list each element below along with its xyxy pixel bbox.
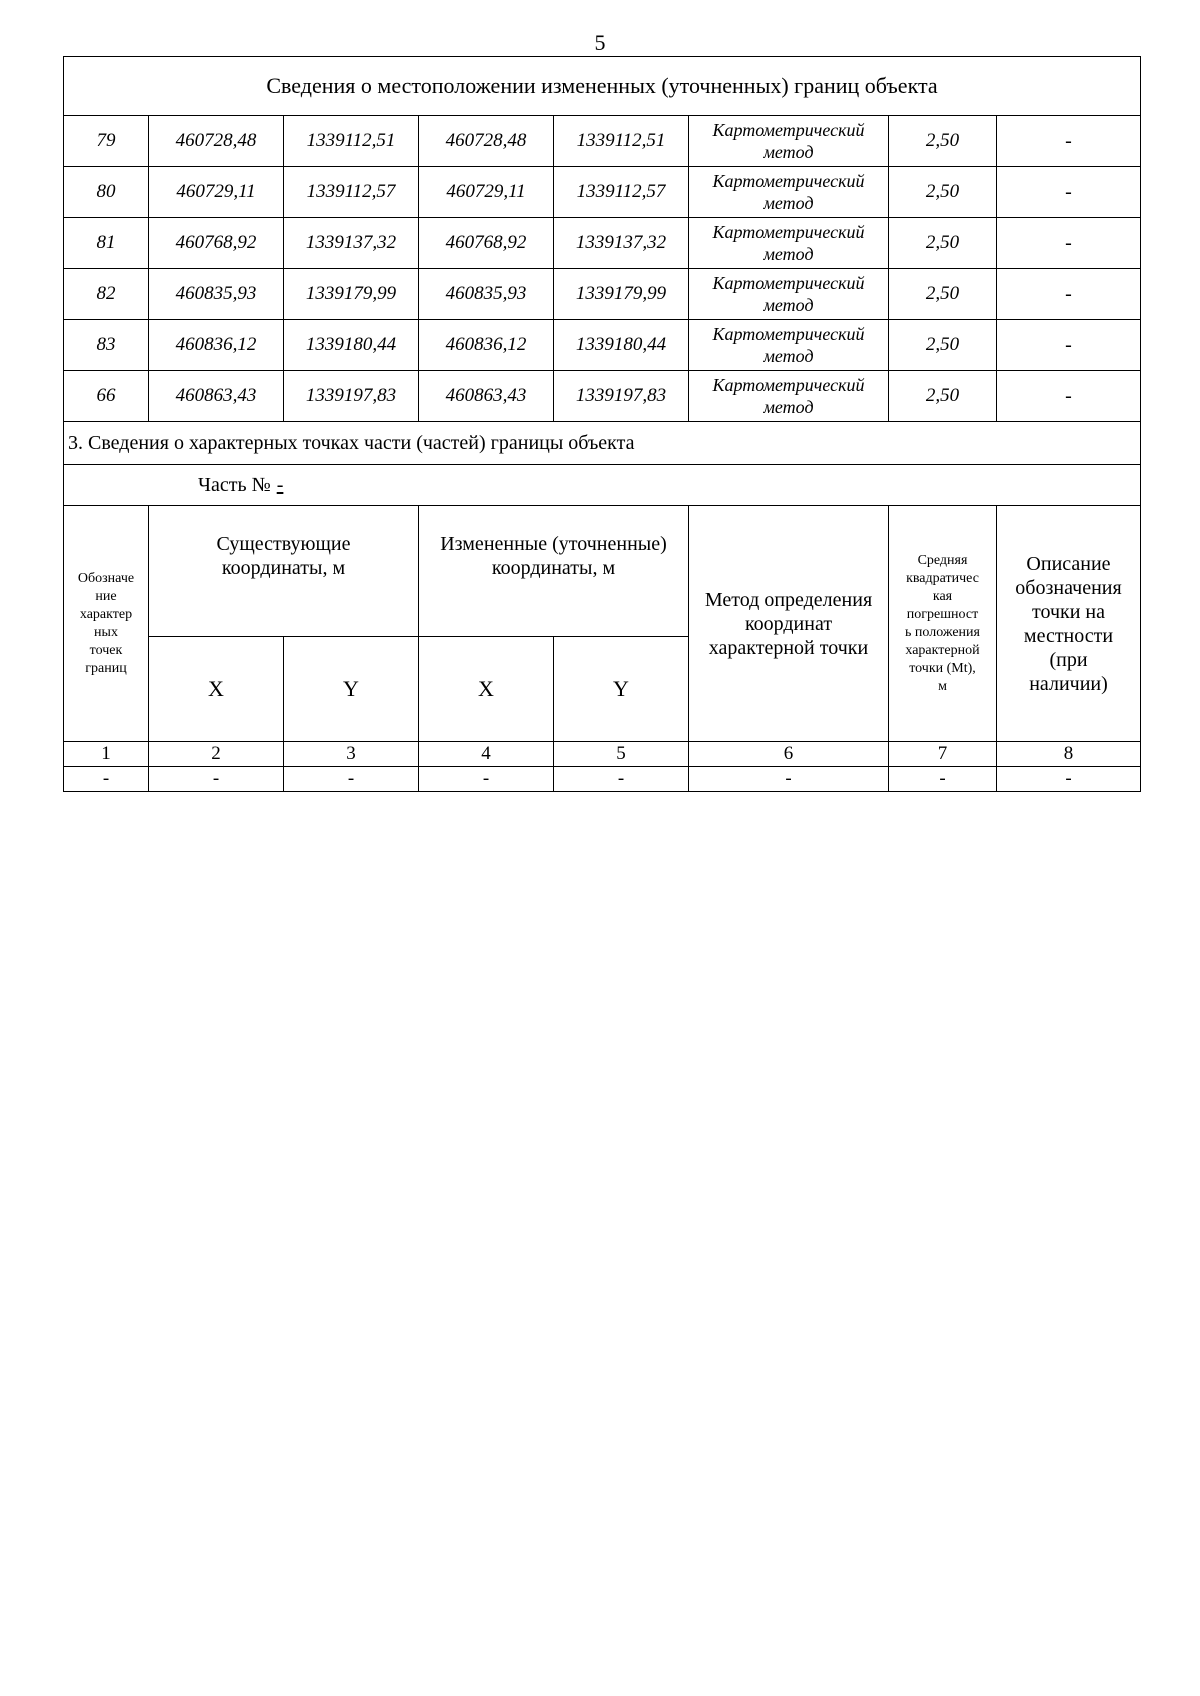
header-line: м: [938, 678, 947, 694]
table-row: [64, 767, 1141, 792]
header-point-designation: [64, 506, 149, 742]
empty-cell: -: [997, 767, 1141, 792]
method-line: Картометрический: [712, 222, 865, 242]
method-line: Картометрический: [712, 120, 865, 140]
point-number-cell: 79: [64, 116, 149, 167]
header-x: X: [149, 637, 284, 742]
method-cell: [689, 320, 889, 371]
empty-cell: -: [284, 767, 419, 792]
header-line: Метод определения: [704, 588, 873, 611]
mt-cell: 2,50: [889, 320, 997, 371]
header-x: X: [419, 637, 554, 742]
header-line: координаты, м: [221, 557, 346, 579]
column-number-cell: 6: [689, 742, 889, 767]
changed-y-cell: 1339112,51: [554, 116, 689, 167]
method-cell: [689, 167, 889, 218]
existing-x-cell: 460863,43: [149, 371, 284, 422]
header-line: характерной точки: [708, 636, 869, 659]
column-number-cell: 4: [419, 742, 554, 767]
column-number-cell: 8: [997, 742, 1141, 767]
method-line: Картометрический: [712, 375, 865, 395]
empty-cell: -: [64, 767, 149, 792]
header-line: точек: [89, 642, 123, 658]
existing-y-cell: 1339197,83: [284, 371, 419, 422]
changed-x-cell: 460863,43: [419, 371, 554, 422]
changed-x-cell: 460729,11: [419, 167, 554, 218]
empty-cell: -: [419, 767, 554, 792]
boundary-points-table: [63, 56, 1141, 792]
description-cell: -: [997, 167, 1141, 218]
part-value: -: [276, 473, 284, 496]
method-line: метод: [763, 295, 814, 315]
changed-y-cell: 1339180,44: [554, 320, 689, 371]
method-cell: [689, 371, 889, 422]
empty-cell: -: [149, 767, 284, 792]
description-cell: -: [997, 371, 1141, 422]
header-line: Существующие: [216, 533, 351, 555]
header-line: характер: [79, 606, 133, 622]
column-number-cell: 2: [149, 742, 284, 767]
point-number-cell: 66: [64, 371, 149, 422]
method-line: метод: [763, 244, 814, 264]
mt-cell: 2,50: [889, 371, 997, 422]
empty-cell: -: [889, 767, 997, 792]
column-number-cell: 7: [889, 742, 997, 767]
header-line: (при: [1049, 648, 1088, 671]
header-mt: [889, 506, 997, 742]
header-line: Средняя: [917, 552, 968, 568]
description-cell: -: [997, 116, 1141, 167]
header-row: [64, 506, 1141, 637]
empty-cell: -: [554, 767, 689, 792]
column-number-cell: 3: [284, 742, 419, 767]
header-line: наличии): [1029, 672, 1108, 695]
header-description: [997, 506, 1141, 742]
existing-y-cell: 1339179,99: [284, 269, 419, 320]
empty-cell: -: [689, 767, 889, 792]
method-line: метод: [763, 142, 814, 162]
header-line: ных: [94, 624, 118, 640]
mt-cell: 2,50: [889, 269, 997, 320]
header-line: Обозначе: [77, 570, 135, 586]
header-existing-coords: [149, 506, 419, 637]
header-line: местности: [1023, 624, 1114, 647]
header-line: кая: [932, 588, 953, 604]
header-y: Y: [554, 637, 689, 742]
existing-y-cell: 1339112,57: [284, 167, 419, 218]
description-cell: -: [997, 218, 1141, 269]
mt-cell: 2,50: [889, 167, 997, 218]
section-row: [64, 422, 1141, 465]
existing-x-cell: 460729,11: [149, 167, 284, 218]
table-row: [64, 371, 1141, 422]
method-line: Картометрический: [712, 171, 865, 191]
changed-x-cell: 460836,12: [419, 320, 554, 371]
changed-x-cell: 460768,92: [419, 218, 554, 269]
page-number: 5: [594, 30, 606, 55]
header-line: обозначения: [1015, 576, 1122, 599]
method-cell: [689, 116, 889, 167]
existing-y-cell: 1339112,51: [284, 116, 419, 167]
part-cell: [64, 465, 1141, 506]
method-line: Картометрический: [712, 273, 865, 293]
method-line: Картометрический: [712, 324, 865, 344]
header-changed-coords: [419, 506, 689, 637]
section3-title: 3. Сведения о характерных точках части (частей) границы объекта: [64, 422, 1141, 465]
header-y: Y: [284, 637, 419, 742]
column-number-cell: 1: [64, 742, 149, 767]
column-number-cell: 5: [554, 742, 689, 767]
point-number-cell: 81: [64, 218, 149, 269]
method-cell: [689, 269, 889, 320]
table-title: Сведения о местоположении измененных (уточненных) границ объекта: [64, 57, 1141, 116]
table-row: [64, 269, 1141, 320]
changed-y-cell: 1339179,99: [554, 269, 689, 320]
point-number-cell: 82: [64, 269, 149, 320]
table-row: [64, 218, 1141, 269]
method-line: метод: [763, 397, 814, 417]
changed-y-cell: 1339197,83: [554, 371, 689, 422]
header-line: ние: [95, 588, 117, 604]
point-number-cell: 80: [64, 167, 149, 218]
changed-x-cell: 460728,48: [419, 116, 554, 167]
header-line: точки на: [1031, 600, 1106, 623]
header-line: Измененные (уточненные): [440, 533, 667, 555]
method-cell: [689, 218, 889, 269]
changed-y-cell: 1339112,57: [554, 167, 689, 218]
changed-x-cell: 460835,93: [419, 269, 554, 320]
header-line: ь положения: [905, 624, 980, 640]
header-line: погрешност: [906, 606, 979, 622]
table-row: [64, 116, 1141, 167]
description-cell: -: [997, 320, 1141, 371]
header-line: Описание: [1026, 552, 1111, 575]
existing-x-cell: 460835,93: [149, 269, 284, 320]
header-method: [689, 506, 889, 742]
header-line: координаты, м: [491, 557, 616, 579]
existing-y-cell: 1339137,32: [284, 218, 419, 269]
header-line: границ: [85, 660, 127, 676]
method-line: метод: [763, 193, 814, 213]
existing-x-cell: 460768,92: [149, 218, 284, 269]
part-label: Часть №: [198, 473, 271, 496]
existing-y-cell: 1339180,44: [284, 320, 419, 371]
part-row: [64, 465, 1141, 506]
description-cell: -: [997, 269, 1141, 320]
method-line: метод: [763, 346, 814, 366]
existing-x-cell: 460836,12: [149, 320, 284, 371]
header-line: точки (Mt),: [909, 660, 976, 676]
column-number-row: [64, 742, 1141, 767]
table-row: [64, 320, 1141, 371]
table-row: [64, 167, 1141, 218]
header-line: координат: [744, 612, 833, 635]
header-line: квадратичес: [906, 570, 979, 586]
existing-x-cell: 460728,48: [149, 116, 284, 167]
mt-cell: 2,50: [889, 116, 997, 167]
header-line: характерной: [905, 642, 980, 658]
changed-y-cell: 1339137,32: [554, 218, 689, 269]
point-number-cell: 83: [64, 320, 149, 371]
mt-cell: 2,50: [889, 218, 997, 269]
